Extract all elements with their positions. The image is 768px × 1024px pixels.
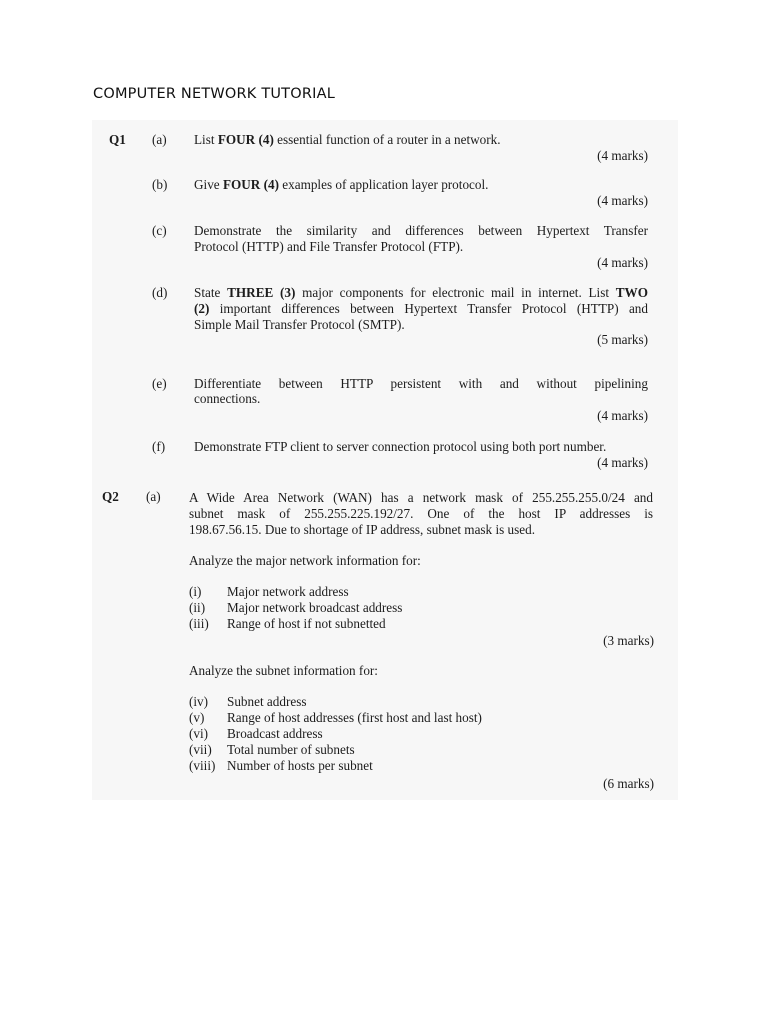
- document-title: COMPUTER NETWORK TUTORIAL: [93, 86, 336, 102]
- list-item: [189, 710, 482, 726]
- question-text-q1c-line2: Protocol (HTTP) and File Transfer Protocol (FTP).: [194, 239, 464, 254]
- list-item: [189, 758, 482, 774]
- list-item-number: (vi): [189, 726, 209, 741]
- list-item: [189, 694, 482, 710]
- part-label-q1a: (a): [152, 132, 167, 147]
- question-text-q1c-line1: Demonstrate the similarity and differences between Hypertext Transfer: [194, 223, 648, 238]
- question-text-q1b: Give FOUR (4) examples of application layer protocol.: [194, 177, 489, 192]
- part-label-q1b: (b): [152, 177, 168, 192]
- list-item-number: (iii): [189, 616, 209, 631]
- question-text-q1e-line1: Differentiate between HTTP persistent with and without pipelining: [194, 376, 648, 391]
- part-label-q1e: (e): [152, 376, 167, 391]
- marks-q1a: (4 marks): [597, 148, 648, 163]
- list-item-number: (vii): [189, 742, 212, 757]
- question-text-q1f: Demonstrate FTP client to server connection protocol using both port number.: [194, 439, 607, 454]
- marks-q1c: (4 marks): [597, 255, 648, 270]
- list-item: [189, 584, 402, 600]
- list-item-number: (ii): [189, 600, 206, 615]
- list-item: [189, 600, 402, 616]
- list-item-text: Major network broadcast address: [227, 600, 403, 615]
- list-item-text: Subnet address: [227, 694, 307, 709]
- list-item-text: Total number of subnets: [227, 742, 355, 757]
- marks-q2-subnet: (6 marks): [603, 776, 654, 791]
- list-item-text: Number of hosts per subnet: [227, 758, 373, 773]
- part-label-q1d: (d): [152, 285, 168, 300]
- question-text-q2a-line3: 198.67.56.15. Due to shortage of IP address, subnet mask is used.: [189, 522, 536, 537]
- question-text-q1d-line3: Simple Mail Transfer Protocol (SMTP).: [194, 317, 405, 332]
- scanned-question-sheet: [92, 120, 678, 800]
- marks-q1d: (5 marks): [597, 332, 648, 347]
- list-item-number: (i): [189, 584, 202, 599]
- marks-q1b: (4 marks): [597, 193, 648, 208]
- list-item: [189, 616, 402, 632]
- marks-q1f: (4 marks): [597, 455, 648, 470]
- major-network-list: [189, 584, 402, 632]
- marks-q1e: (4 marks): [597, 408, 648, 423]
- subnet-intro: Analyze the subnet information for:: [189, 663, 378, 678]
- list-item-number: (viii): [189, 758, 216, 773]
- list-item-text: Major network address: [227, 584, 349, 599]
- subnet-list: [189, 694, 482, 774]
- list-item-number: (v): [189, 710, 205, 725]
- list-item-number: (iv): [189, 694, 209, 709]
- question-text-q1d-line1: State THREE (3) major components for electronic mail in internet. List TWO: [194, 285, 649, 300]
- question-number-q2: Q2: [102, 489, 119, 504]
- question-text-q1e-line2: connections.: [194, 391, 261, 406]
- part-label-q1c: (c): [152, 223, 167, 238]
- question-text-q2a-line1: A Wide Area Network (WAN) has a network mask of 255.255.255.0/24 and: [189, 490, 653, 505]
- list-item-text: Broadcast address: [227, 726, 323, 741]
- question-text-q1a: List FOUR (4) essential function of a router in a network.: [194, 132, 501, 147]
- question-number-q1: Q1: [109, 132, 126, 147]
- part-label-q1f: (f): [152, 439, 166, 454]
- question-text-q2a-line2: subnet mask of 255.255.225.192/27. One of the host IP addresses is: [189, 506, 653, 521]
- marks-q2-major: (3 marks): [603, 633, 654, 648]
- list-item-text: Range of host if not subnetted: [227, 616, 386, 631]
- list-item: [189, 742, 482, 758]
- major-network-intro: Analyze the major network information for:: [189, 553, 421, 568]
- question-text-q1d-line2: (2) important differences between Hypertext Transfer Protocol (HTTP) and: [194, 301, 648, 316]
- list-item: [189, 726, 482, 742]
- part-label-q2a: (a): [146, 489, 161, 504]
- list-item-text: Range of host addresses (first host and last host): [227, 710, 482, 725]
